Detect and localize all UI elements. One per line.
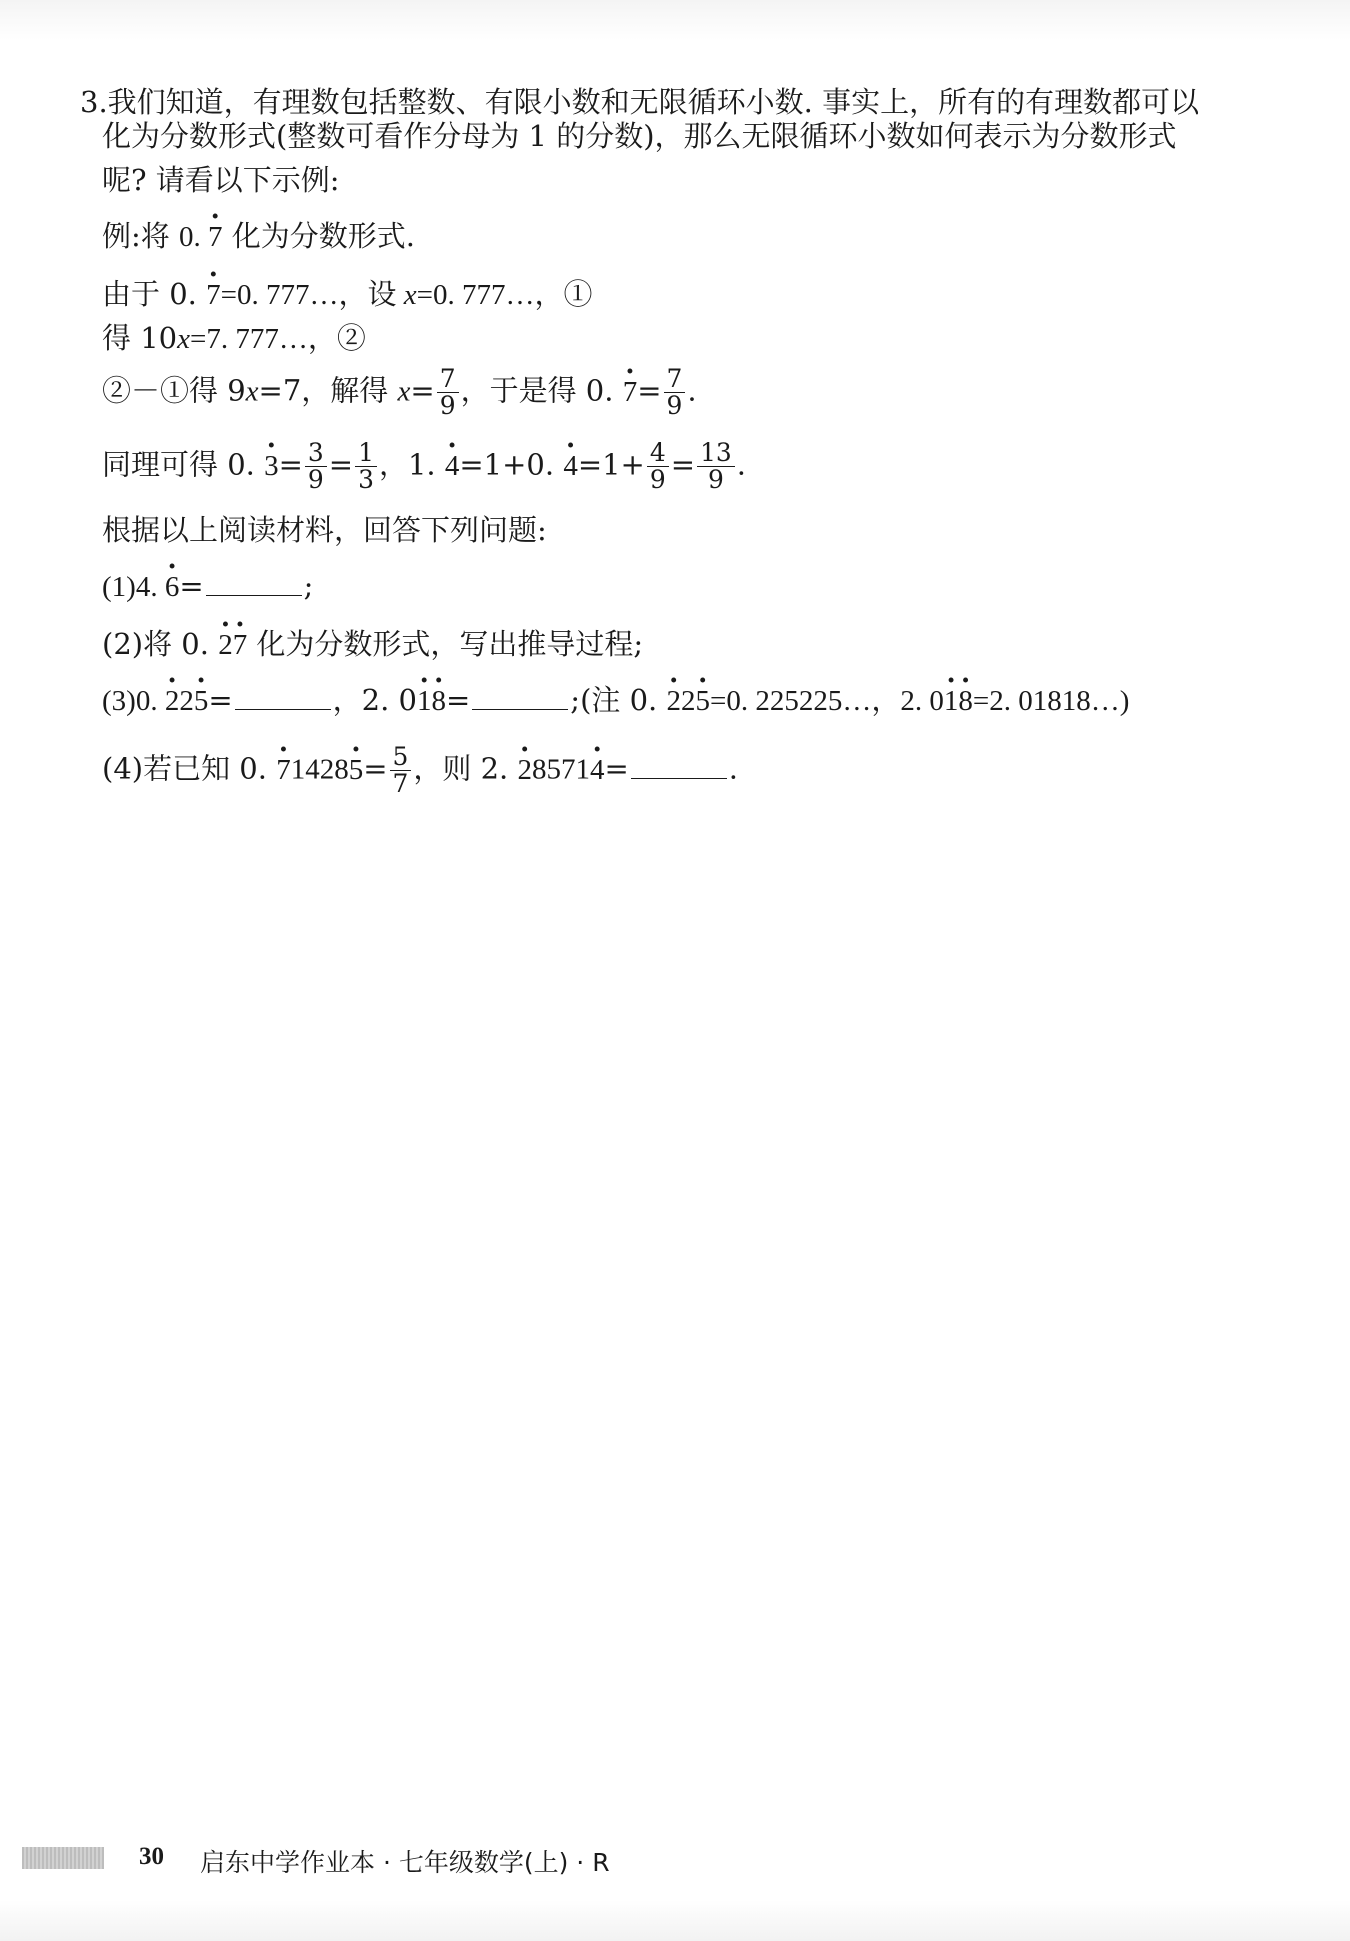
repeating-digit: · 4: [445, 452, 460, 481]
denominator: 9: [666, 391, 683, 421]
intro-text: 化为分数形式(整数可看作分母为 1 的分数)，那么无限循环小数如何表示为分数形式: [102, 119, 1177, 153]
q-text: (1)4.: [102, 571, 165, 603]
repeating-digit: · 8: [431, 687, 446, 716]
example-step-2: [102, 321, 366, 355]
fraction: [664, 366, 686, 419]
repeating-digit: · 7: [233, 631, 248, 660]
footer-decoration-bar: [22, 1847, 104, 1869]
decimal-int: 0.: [179, 221, 208, 253]
fraction: [437, 366, 459, 419]
q-text: 1428: [290, 753, 349, 786]
step-text: 由于 0.: [102, 277, 207, 311]
repeating-digit: · 8: [958, 687, 973, 716]
q-text: 2: [179, 685, 194, 717]
book-title: 启东中学作业本 · 七年级数学(上) · R: [200, 1848, 610, 1877]
repeating-digit: · 3: [264, 452, 279, 481]
denominator: 7: [392, 769, 409, 799]
question-3: [102, 683, 1130, 717]
fraction: [390, 744, 412, 797]
fraction: [355, 440, 377, 493]
page-number: 30: [139, 1843, 164, 1870]
variable-x: x: [403, 279, 417, 311]
q-text: ;: [303, 569, 314, 603]
q-text: (4)若已知 0.: [102, 751, 277, 786]
example-title: [102, 219, 415, 253]
question-2: [102, 627, 644, 661]
step-text: 同理可得 0.: [102, 447, 265, 482]
variable-x: x: [245, 375, 259, 408]
step-text: =1+0.: [459, 447, 564, 482]
q-text: (3)0.: [102, 685, 165, 717]
answer-blank-3b[interactable]: [472, 708, 568, 710]
step-text: =7. 777…，②: [190, 323, 366, 355]
q-text: =: [445, 683, 471, 717]
repeating-digit: · 5: [696, 687, 711, 716]
variable-x: x: [397, 375, 411, 408]
similar-results: [102, 440, 746, 493]
repeating-digit: · 1: [417, 687, 432, 716]
repeating-digit: · 2: [517, 756, 532, 785]
q-text: =2. 01818…): [972, 685, 1130, 717]
example-step-1: [102, 277, 593, 311]
example-label: 例:将: [102, 219, 179, 253]
prompt-text: 根据以上阅读材料，回答下列问题:: [102, 513, 547, 547]
step-text: ，于是得 0.: [460, 373, 623, 408]
repeating-digit: · 7: [623, 378, 638, 407]
answer-blank-1[interactable]: [206, 594, 302, 596]
question-1: [102, 569, 314, 603]
step-text: ，1.: [378, 447, 445, 482]
step-text: =: [278, 447, 303, 482]
q-text: =: [363, 751, 388, 786]
example-step-3: [102, 366, 697, 419]
q-text: 2: [681, 685, 696, 717]
repeating-digit: · 1: [944, 687, 959, 716]
repeating-digit: · 4: [563, 452, 578, 481]
repeating-digit: · 5: [194, 687, 209, 716]
denominator: 9: [649, 465, 666, 495]
step-text: =: [410, 373, 435, 408]
denominator: 9: [307, 465, 324, 495]
numerator: 13: [697, 440, 735, 467]
numerator: 1: [355, 440, 377, 467]
intro-text: 呢? 请看以下示例:: [102, 163, 340, 197]
question-prompt: [102, 513, 547, 547]
q-text: =: [179, 569, 204, 603]
step-text: =0. 777…，设: [220, 279, 404, 311]
repeating-digit: · 7: [208, 223, 223, 252]
intro-text: 我们知道，有理数包括整数、有限小数和无限循环小数. 事实上，所有的有理数都可以: [107, 85, 1200, 119]
step-text: .: [687, 373, 697, 408]
numerator: 4: [647, 440, 669, 467]
q-text: ，2. 0: [332, 683, 417, 717]
repeating-digit: · 7: [206, 281, 221, 310]
step-text: =1+: [577, 447, 645, 482]
numerator: 3: [305, 440, 327, 467]
answer-blank-4[interactable]: [631, 777, 727, 779]
step-text: =0. 777…，①: [416, 279, 593, 311]
numerator: 5: [390, 744, 412, 771]
step-text: ②－①得 9: [102, 373, 246, 408]
numerator: 7: [437, 366, 459, 393]
q-text: ，则 2.: [413, 751, 518, 786]
fraction: [647, 440, 669, 493]
repeating-digit: · 2: [667, 687, 682, 716]
answer-blank-3a[interactable]: [235, 708, 331, 710]
example-label-tail: 化为分数形式.: [222, 219, 415, 253]
q-text: ;(注 0.: [570, 683, 667, 717]
step-text: =: [637, 373, 662, 408]
intro-line-1: [80, 85, 1200, 119]
problem-number: 3.: [80, 85, 108, 119]
repeating-digit: · 4: [590, 756, 605, 785]
step-text: =7，解得: [258, 373, 398, 408]
question-4: [102, 744, 738, 797]
repeating-digit: · 2: [165, 687, 180, 716]
denominator: 9: [439, 391, 456, 421]
q-text: =: [604, 751, 629, 786]
fraction: [697, 440, 735, 493]
intro-line-3: [102, 163, 340, 197]
q-text: 8571: [531, 753, 590, 786]
q-text: 化为分数形式，写出推导过程;: [247, 627, 644, 661]
denominator: 3: [358, 465, 374, 495]
denominator: 9: [707, 465, 724, 495]
numerator: 7: [664, 366, 686, 393]
q-text: =: [208, 683, 233, 717]
q-text: =0. 225225…，2. 0: [710, 685, 944, 717]
step-text: 得 10: [102, 321, 178, 355]
q-text: .: [728, 751, 739, 786]
repeating-digit: · 6: [165, 573, 180, 602]
intro-line-2: [102, 119, 1177, 153]
fraction: [305, 440, 327, 493]
step-text: .: [736, 447, 747, 482]
repeating-digit: · 7: [276, 756, 291, 785]
q-text: (2)将 0.: [102, 627, 219, 661]
repeating-digit: · 2: [218, 631, 233, 660]
step-text: =: [670, 447, 696, 482]
page-footer: [22, 1843, 662, 1877]
step-text: =: [328, 447, 354, 482]
repeating-digit: · 5: [349, 756, 364, 785]
variable-x: x: [177, 323, 190, 355]
